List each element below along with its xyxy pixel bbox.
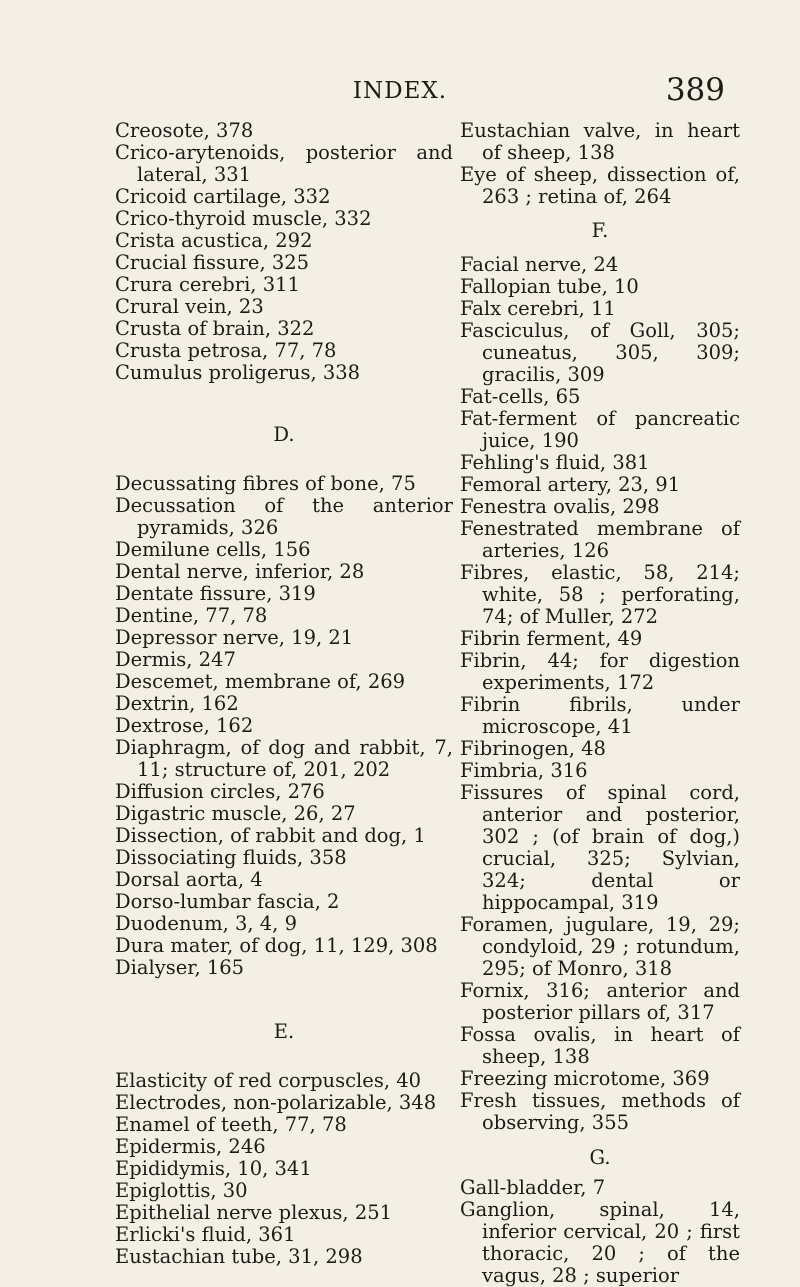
index-entry: Epiglottis, 30 [115, 1179, 248, 1202]
index-entry: Facial nerve, 24 [460, 253, 619, 276]
index-entry: Diaphragm, of dog and rabbit, 7, 11; structure of, 201, 202 [115, 736, 453, 781]
index-entry: Fat-ferment of pancreatic juice, 190 [460, 407, 740, 452]
index-entry: Fibrin fibrils, under microscope, 41 [460, 693, 740, 738]
running-head [0, 72, 800, 112]
index-entry: Fibres, elastic, 58, 214; white, 58 ; perforating, 74; of Muller, 272 [460, 561, 740, 628]
index-entry: Depressor nerve, 19, 21 [115, 626, 354, 649]
index-entry: Fenestrated membrane of arteries, 126 [460, 517, 740, 562]
section-letter: D. [273, 423, 295, 446]
index-entry: Dentine, 77, 78 [115, 604, 268, 627]
index-entry: Elasticity of red corpuscles, 40 [115, 1069, 422, 1092]
page-number: 389 [665, 72, 725, 108]
index-entry: Epidermis, 246 [115, 1135, 266, 1158]
index-entry: Dissociating fluids, 358 [115, 846, 347, 869]
index-column-left [115, 120, 453, 1268]
index-entry: Dental nerve, inferior, 28 [115, 560, 365, 583]
index-entry: Fornix, 316; anterior and posterior pillars of, 317 [460, 979, 740, 1024]
index-entry: Foramen, jugulare, 19, 29; condyloid, 29 ; rotundum, 295; of Monro, 318 [460, 913, 740, 980]
index-entry: Fat-cells, 65 [460, 385, 581, 408]
index-entry: Fibrin, 44; for digestion experiments, 172 [460, 649, 740, 694]
section-letter: F. [591, 219, 609, 242]
index-entry: Freezing microtome, 369 [460, 1067, 710, 1090]
index-entry: Falx cerebri, 11 [460, 297, 616, 320]
index-entry: Decussating fibres of bone, 75 [115, 472, 416, 495]
index-entry: Fenestra ovalis, 298 [460, 495, 660, 518]
index-entry: Fallopian tube, 10 [460, 275, 639, 298]
index-entry: Femoral artery, 23, 91 [460, 473, 681, 496]
index-entry: Dura mater, of dog, 11, 129, 308 [115, 934, 438, 957]
index-entry: Dentate fissure, 319 [115, 582, 316, 605]
index-entry: Diffusion circles, 276 [115, 780, 325, 803]
index-column-right [460, 120, 740, 1287]
index-entry: Digastric muscle, 26, 27 [115, 802, 356, 825]
index-entry: Crucial fissure, 325 [115, 251, 310, 274]
index-entry: Crista acustica, 292 [115, 229, 313, 252]
index-entry: Gall-bladder, 7 [460, 1176, 606, 1199]
index-entry: Fissures of spinal cord, anterior and posterior, 302 ; (of brain of dog,) crucial, 325; Sylvian, 324; dental or hippocampal, 319 [460, 781, 740, 914]
index-entry: Dissection, of rabbit and dog, 1 [115, 824, 426, 847]
page-title: INDEX. [352, 78, 448, 104]
index-entry: Epididymis, 10, 341 [115, 1157, 312, 1180]
index-entry: Enamel of teeth, 77, 78 [115, 1113, 347, 1136]
index-entry: Dorso-lumbar fascia, 2 [115, 890, 340, 913]
index-entry: Electrodes, non-polarizable, 348 [115, 1091, 437, 1114]
index-entry: Cricoid cartilage, 332 [115, 185, 331, 208]
index-entry: Erlicki's fluid, 361 [115, 1223, 296, 1246]
index-entry: Crico-arytenoids, posterior and lateral, 331 [115, 141, 453, 186]
section-letter: G. [589, 1146, 611, 1169]
index-entry: Cumulus proligerus, 338 [115, 361, 361, 384]
index-entry: Eustachian tube, 31, 298 [115, 1245, 363, 1268]
index-entry: Crusta petrosa, 77, 78 [115, 339, 337, 362]
index-entry: Dextrose, 162 [115, 714, 254, 737]
index-entry: Fasciculus, of Goll, 305; cuneatus, 305, 309; gracilis, 309 [460, 319, 740, 386]
index-entry: Fibrin ferment, 49 [460, 627, 643, 650]
index-entry: Ganglion, spinal, 14, inferior cervical, 20 ; first thoracic, 20 ; of the vagus, 28 ; superior [460, 1198, 740, 1287]
index-entry: Decussation of the anterior pyramids, 326 [115, 494, 453, 539]
index-entry: Fehling's fluid, 381 [460, 451, 650, 474]
index-entry: Dermis, 247 [115, 648, 236, 671]
index-entry: Fossa ovalis, in heart of sheep, 138 [460, 1023, 740, 1068]
index-entry: Dextrin, 162 [115, 692, 239, 715]
index-entry: Dialyser, 165 [115, 956, 245, 979]
index-entry: Fibrinogen, 48 [460, 737, 606, 760]
index-entry: Crural vein, 23 [115, 295, 264, 318]
index-entry: Duodenum, 3, 4, 9 [115, 912, 297, 935]
index-entry: Crura cerebri, 311 [115, 273, 300, 296]
index-entry: Crico-thyroid muscle, 332 [115, 207, 372, 230]
index-entry: Demilune cells, 156 [115, 538, 311, 561]
index-entry: Crusta of brain, 322 [115, 317, 315, 340]
index-entry: Descemet, membrane of, 269 [115, 670, 406, 693]
index-entry: Creosote, 378 [115, 119, 254, 142]
index-entry: Fimbria, 316 [460, 759, 588, 782]
index-entry: Eustachian valve, in heart of sheep, 138 [460, 119, 740, 164]
index-entry: Fresh tissues, methods of observing, 355 [460, 1089, 740, 1134]
index-entry: Eye of sheep, dissection of, 263 ; retina of, 264 [460, 163, 740, 208]
index-entry: Epithelial nerve plexus, 251 [115, 1201, 393, 1224]
section-letter: E. [273, 1020, 295, 1043]
index-entry: Dorsal aorta, 4 [115, 868, 263, 891]
